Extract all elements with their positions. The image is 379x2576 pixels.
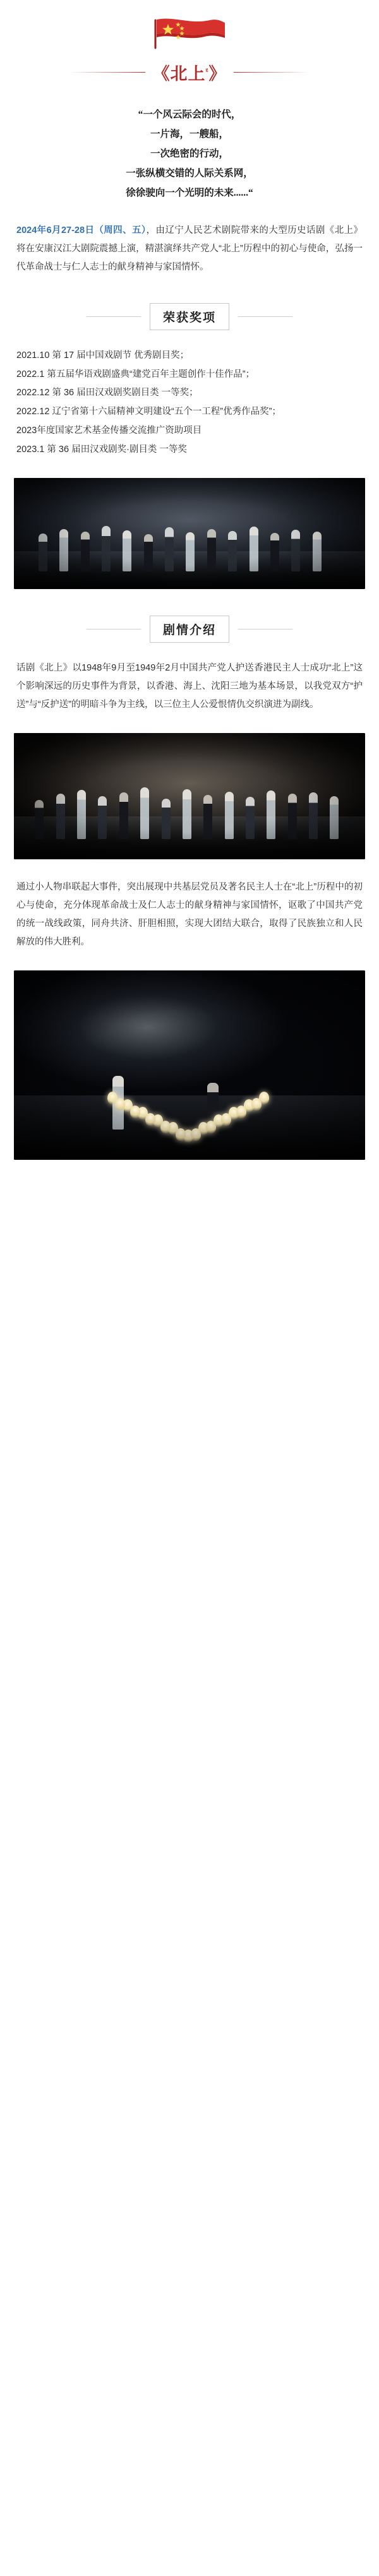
performer-group bbox=[14, 761, 365, 839]
heading-rule-left bbox=[87, 316, 141, 317]
quote-line: 徐徐驶向一个光明的未来......“ bbox=[126, 188, 253, 198]
awards-list bbox=[16, 347, 363, 459]
section-heading-awards bbox=[0, 303, 379, 330]
list-item: 2022.1 第五届华语戏剧盛典“建党百年主题创作十佳作品”； bbox=[16, 369, 255, 379]
plot-paragraph-2: 通过小人物串联起大事件，突出展现中共基层党员及著名民主人士在“北上”历程中的初心与使命，充分体现革命战士及仁人志士的献身精神与家国情怀，讴歌了中国共产党的统一战线政策，同舟共济、肝胆相照，实现大团结大联合，取得了民族独立和人民解放的伟大胜利。 bbox=[16, 882, 363, 948]
section-heading-plot bbox=[0, 616, 379, 643]
intro-body-text: ，由辽宁人民艺术剧院带来的大型历史话剧《北上》将在安康汉江大剧院震撼上演，精湛演绎共产党人“北上”历程中的初心与使命，弘扬一代革命战士与仁人志士的献身精神与家国情怀。 bbox=[16, 225, 363, 272]
red-flag-icon bbox=[152, 16, 227, 51]
stage-photo-candlelight bbox=[14, 970, 365, 1160]
title-rule-left bbox=[69, 72, 145, 73]
heading-label-awards: 荣获奖项 bbox=[150, 303, 229, 330]
heading-rule-right bbox=[238, 316, 292, 317]
article-banner bbox=[0, 0, 379, 88]
quote-line: “一个风云际会的时代， bbox=[138, 109, 241, 120]
quote-line: 一张纵横交错的人际关系网， bbox=[126, 168, 253, 179]
list-item: 2023年度国家艺术基金传播交流推广资助项目 bbox=[16, 425, 202, 436]
list-item: 2022.12 辽宁省第十六届精神文明建设“五个一工程”优秀作品奖”； bbox=[16, 407, 281, 417]
heading-label-plot: 剧情介绍 bbox=[150, 616, 229, 643]
intro-date-highlight: 2024年6月27-28日（周四、五） bbox=[16, 225, 147, 236]
list-item: 2022.12 第 36 届田汉戏剧奖剧目类 一等奖； bbox=[16, 388, 198, 398]
stage-photo-crowd bbox=[14, 733, 365, 859]
quote-line: 一次绝密的行动， bbox=[150, 148, 229, 159]
title-rule-right bbox=[234, 72, 310, 73]
intro-paragraph bbox=[16, 222, 363, 277]
list-item: 2023.1 第 36 届田汉戏剧奖·剧目类 一等奖 bbox=[16, 444, 187, 455]
quote-line: 一片海，一艘船， bbox=[150, 129, 229, 140]
performer-group bbox=[14, 503, 365, 571]
candle-v-formation bbox=[107, 1092, 272, 1152]
page-title-text: 《北上$^ᵍ$》 bbox=[152, 64, 227, 83]
pull-quote bbox=[25, 105, 354, 203]
stage-photo-ensemble bbox=[14, 478, 365, 589]
list-item: 2021.10 第 17 届中国戏剧节 优秀剧目奖； bbox=[16, 350, 190, 361]
plot-paragraph-1: 话剧《北上》以1948年9月至1949年2月中国共产党人护送香港民主人士成功“北上”这个影响深远的历史事件为背景，以香港、海上、沈阳三地为基本场景，以我党双方“护送”与“反护送”的明暗斗争为主线，以三位主人公爱恨情仇交织演进为副线。 bbox=[16, 663, 363, 710]
page-title bbox=[0, 60, 379, 85]
